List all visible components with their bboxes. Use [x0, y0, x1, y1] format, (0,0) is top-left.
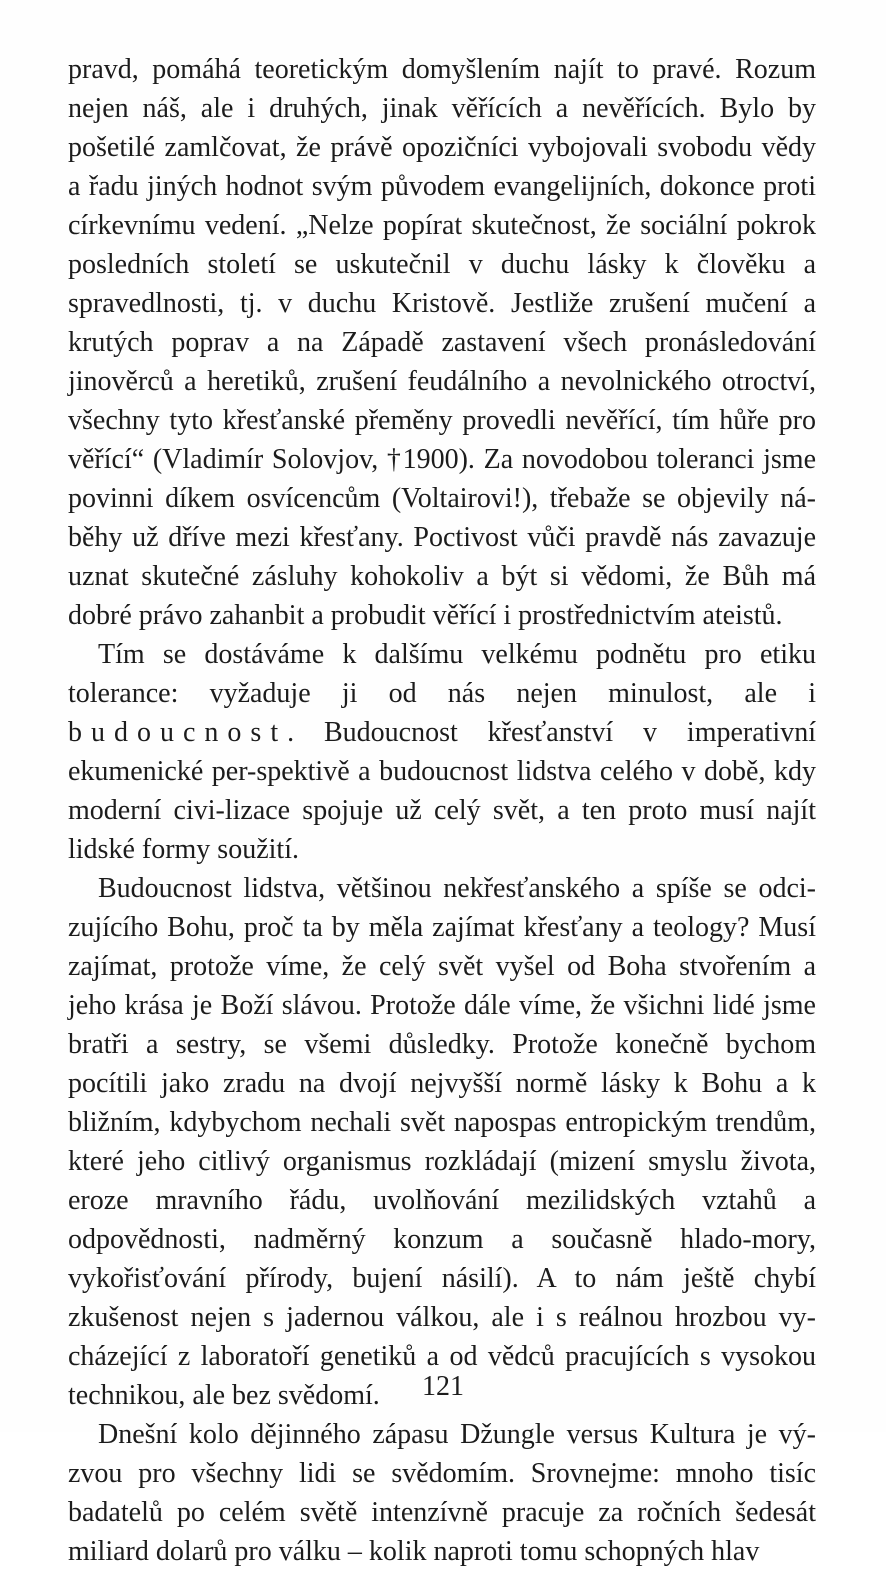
- paragraph-1-text: pravd, pomáhá teoretickým domyšlením najít to pravé. Rozum nejen náš, ale i druhých, jinak věřících a nevěřících. Bylo by pošetilé zamlčovat, že právě opozičníci vybojovali svobodu vědy a řadu jiných hodnot svým původem evangelijních, dokonce proti církevnímu vedení. „Nelze popírat skutečnost, že sociální pokrok posledních století se uskutečnil v duchu lásky k člověku a spravedlnosti, tj. v duchu Kristově. Jestliže zrušení mučení a krutých poprav a na Západě zastavení všech pronásledování jinověrců a heretiků, zrušení feudálního a nevolnického otroctví, všechny tyto křesťanské přeměny provedli nevěřící, tím hůře pro věřící“ (Vladimír Solovjov, †1900). Za novodobou toleranci jsme povinni díkem osvícencům (Voltairovi!), třebaže se objevily ná-běhy už dříve mezi křesťany. Poctivost vůči pravdě nás zavazuje uznat skutečné zásluhy kohokoliv a být si vědomi, že Bůh má dobré právo zahanbit a probudit věřící i prostřednictvím ateistů.: [68, 54, 816, 631]
- emphasized-word-budoucnost: budoucnost: [68, 717, 288, 748]
- page-number: 121: [422, 1371, 464, 1402]
- paragraph-4: [68, 1415, 816, 1571]
- paragraph-1: [68, 50, 816, 635]
- paragraph-2-text-end: . Budoucnost křesťanství v imperativní ekumenické per-spektivě a budoucnost lidstva celého v době, kdy moderní civi-lizace spojuje už celý svět, a ten proto musí najít lidské formy soužití.: [68, 717, 816, 865]
- paragraph-2: [68, 635, 816, 869]
- paragraph-4-text: Dnešní kolo dějinného zápasu Džungle versus Kultura je vý-zvou pro všechny lidi se svědomím. Srovnejme: mnoho tisíc badatelů po celém světě intenzívně pracuje za ročních šedesát miliard dolarů pro válku – kolik naproti tomu schopných hlav: [68, 1419, 816, 1567]
- paragraph-3: [68, 869, 816, 1415]
- paragraph-3-text: Budoucnost lidstva, většinou nekřesťanského a spíše se odci-zujícího Bohu, proč ta by měla zajímat křesťany a teology? Musí zajímat, protože víme, že celý svět vyšel od Boha stvořením a jeho krása je Boží slávou. Protože dále víme, že všichni lidé jsme bratři a sestry, se všemi důsledky. Protože konečně bychom pocítili jako zradu na dvojí nejvyšší normě lásky k Bohu a k bližním, kdybychom nechali svět napospas entropickým trendům, které jeho citlivý organismus rozkládají (mizení smyslu života, eroze mravního řádu, uvolňování mezilidských vztahů a odpovědnosti, nadměrný konzum a současně hlado-mory, vykořisťování přírody, bujení násilí). A to nám ještě chybí zkušenost nejen s jadernou válkou, ale i s reálnou hrozbou vy-cházející z laboratoří genetiků a od vědců pracujících s vysokou technikou, ale bez svědomí.: [68, 873, 816, 1411]
- paragraph-2-text-start: Tím se dostáváme k dalšímu velkému podnětu pro etiku tolerance: vyžaduje ji od nás nejen minulost, ale i: [68, 639, 816, 709]
- body-text: [68, 50, 816, 1571]
